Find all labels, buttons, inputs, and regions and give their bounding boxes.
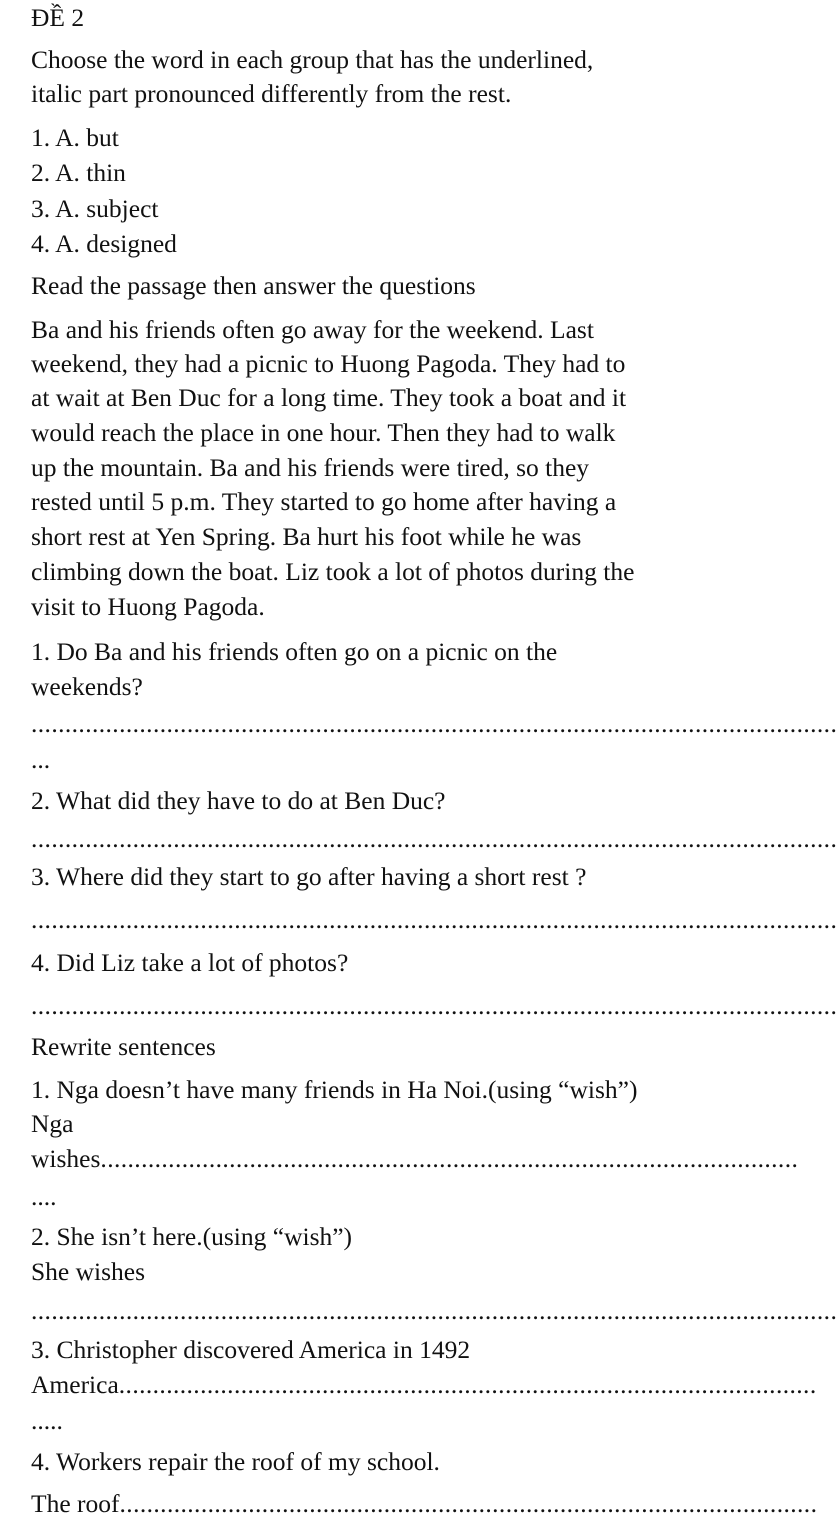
rewrite-1-start-word: wishes (31, 1144, 101, 1173)
passage-line: up the mountain. Ba and his friends were tired, so they (31, 453, 590, 482)
rewrite-4: 4. Workers repair the roof of my school. (31, 1447, 440, 1476)
answer-dots-tail: ... (31, 745, 51, 774)
section-heading: Read the passage then answer the questions (31, 271, 476, 300)
rewrite-3-answer-line[interactable] (31, 1369, 817, 1401)
question-1-cont: weekends? (31, 672, 143, 701)
rewrite-2: 2. She isn’t here.(using “wish”) (31, 1222, 353, 1251)
question-2: 2. What did they have to do at Ben Duc? (31, 786, 446, 815)
answer-dots: ....................................................................................................... (118, 1370, 817, 1399)
passage-line: at wait at Ben Duc for a long time. They took a boat and it (31, 383, 627, 412)
choice-item: 1. A. but (31, 123, 119, 152)
rewrite-1-start: Nga (31, 1109, 74, 1138)
question-1: 1. Do Ba and his friends often go on a picnic on the (31, 637, 558, 666)
passage-line: rested until 5 p.m. They started to go home after having a (31, 487, 617, 516)
page-title: ĐỀ 2 (31, 3, 85, 32)
passage-line: climbing down the boat. Liz took a lot of photos during the (31, 557, 635, 586)
passage-line: short rest at Yen Spring. Ba hurt his foot while he was (31, 522, 582, 551)
section-heading: Rewrite sentences (31, 1032, 216, 1061)
rewrite-4-start-word: The roof (31, 1489, 120, 1518)
rewrite-4-answer-line[interactable] (31, 1488, 818, 1520)
rewrite-2-start: She wishes (31, 1257, 146, 1286)
answer-dots: ....................................................................................................... (119, 1489, 818, 1518)
rewrite-1-answer-line[interactable] (31, 1143, 799, 1175)
instruction-line: Choose the word in each group that has the underlined, (31, 45, 594, 74)
passage-line: weekend, they had a picnic to Huong Pagoda. They had to (31, 349, 626, 378)
answer-dots[interactable]: ....................................................................................................................... (31, 824, 837, 853)
answer-dots-tail: ..... (31, 1406, 63, 1435)
passage-line: Ba and his friends often go away for the weekend. Last (31, 315, 594, 344)
passage-line: would reach the place in one hour. Then they had to walk (31, 418, 616, 447)
answer-dots[interactable]: ....................................................................................................................... (31, 991, 837, 1020)
question-4: 4. Did Liz take a lot of photos? (31, 948, 349, 977)
answer-dots[interactable]: ....................................................................................................................... (31, 905, 837, 934)
question-3: 3. Where did they start to go after having a short rest ? (31, 862, 587, 891)
choice-item: 4. A. designed (31, 229, 177, 258)
rewrite-3-start-word: America (31, 1370, 119, 1399)
answer-dots: ....................................................................................................... (100, 1144, 799, 1173)
answer-dots[interactable]: ....................................................................................................................... (31, 1296, 837, 1325)
rewrite-3: 3. Christopher discovered America in 1492 (31, 1335, 471, 1364)
rewrite-1: 1. Nga doesn’t have many friends in Ha Noi.(using “wish”) (31, 1075, 638, 1104)
answer-dots[interactable]: ....................................................................................................................... (31, 709, 837, 738)
instruction-line: italic part pronounced differently from the rest. (31, 79, 512, 108)
choice-item: 3. A. subject (31, 194, 159, 223)
passage-line: visit to Huong Pagoda. (31, 592, 265, 621)
answer-dots-tail: .... (31, 1182, 57, 1211)
choice-item: 2. A. thin (31, 158, 126, 187)
